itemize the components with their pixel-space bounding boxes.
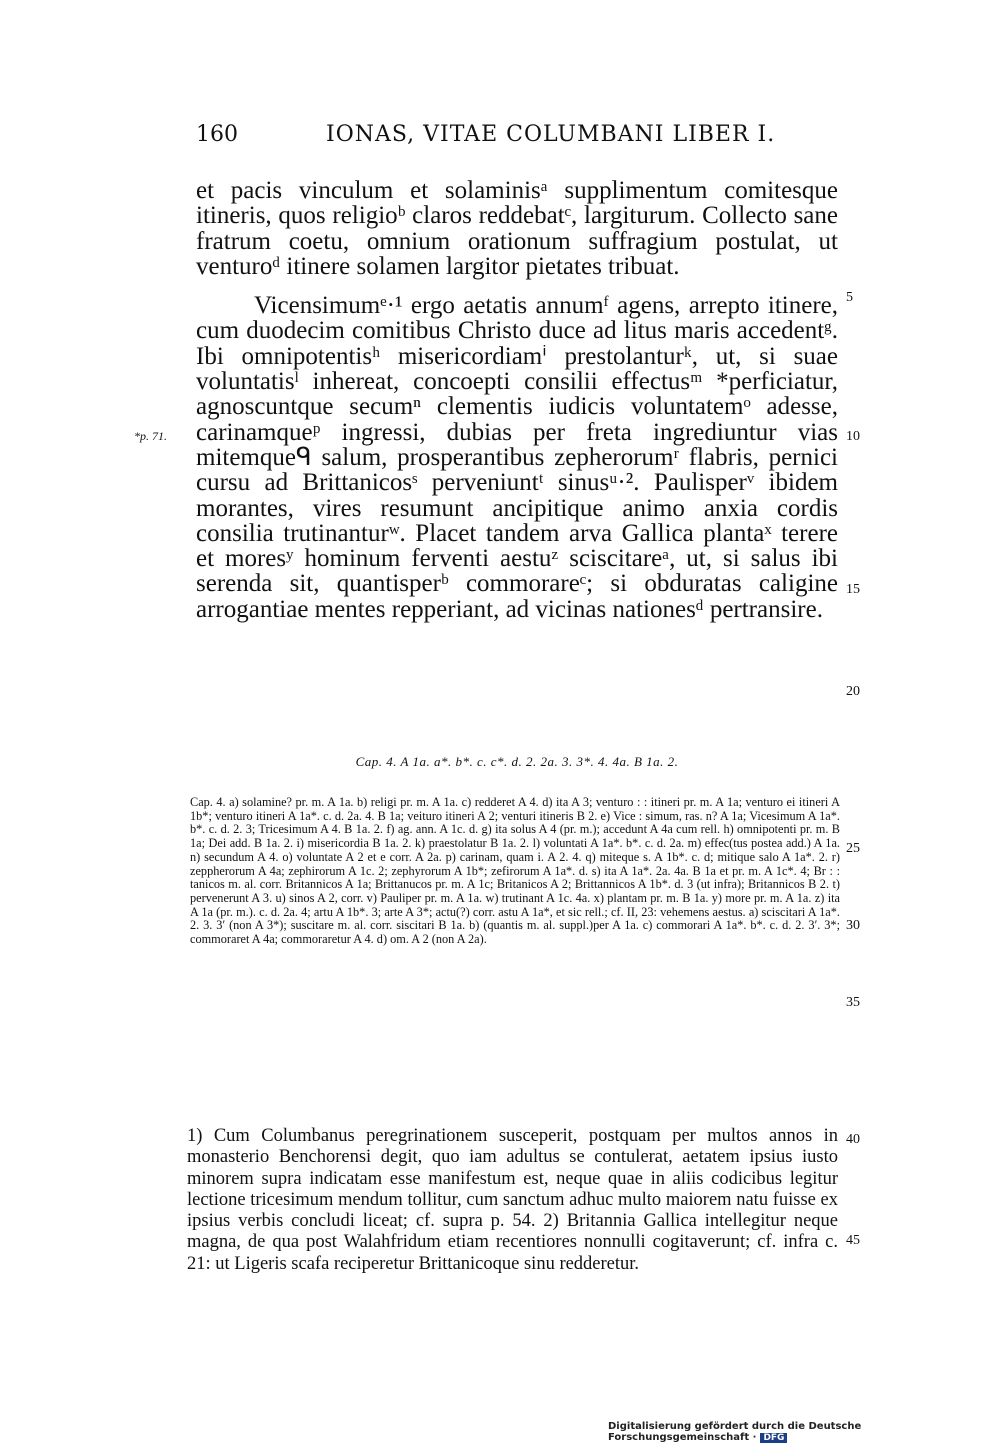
margin-page-reference: *p. 71. [134, 429, 167, 443]
line-number: 25 [846, 841, 860, 856]
line-number: 45 [846, 1233, 860, 1248]
running-title: IONAS, VITAE COLUMBANI LIBER I. [326, 122, 776, 147]
dfg-logo: DFG [760, 1433, 787, 1443]
critical-apparatus: Cap. 4. a) solamine? pr. m. A 1a. b) religi pr. m. A 1a. c) redderet A 4. d) ita A 3; venturo : : itineri pr. m. A 1a; venturo ei itineri A 1b*; venturo itineri A 1a*. c. d. 2a. 4. B 1a; veituro itineri A 2; venturi itineris B 2. e) Vice : simum, ras. n? A 1a; Vicesimum A 1a*. b*. c. d. 2. 3; Tricesimum A 4. B 1a. 2. f) ag. ann. A 1c. d. g) ita solus A 4 (pr. m.); accedunt A 4a cum rell. h) omnipotenti pr. m. B 1a; Dei add. B 1a. 2. i) misericordia B 1a. 2. k) praestolatur B 1a. 2. l) voluntati A 1a*. b*. c. d. 2a. m) effec(tus postea add.) A 1a. n) secundum A 4. o) voluntate A 2 et e corr. A 2a. p) carinam, quam i. A 2. 4. q) miteque s. A 1b*. c. d; mitique salo A 1a*. 2. r) zeppherorum A 4a; zephirorum A 1c. 2; zephyrorum A 1b*; zefirorum A 1a*. d. s) ita A 1a*. 2a. 4a. B 1a et pr. m. A 1c*. 4; Br : : tanicos m. al. corr. Britannicos A 1a; Brittanucos pr. m. A 1c; Britanicos A 2; Brittannicos A 1b*. d. 3 (ut infra); Britannicos B 2. t) pervenerunt A 3. u) sinos A 2, corr. v) Pauliper pr. m. A 1a. w) trutinant A 1c. 4a. x) plantam pr. m. B 1a. y) more pr. m. A 1a. z) ita A 1a (pr. m.). c. d. 2a. 4; artu A 1b*. 3; arte A 3*; actu(?) corr. astu A 1a*, et sic rell.; cf. II, 23: vehemens aestus. a) sciscitari A 1a*. 2. 3. 3′ (non A 3*); suscitare m. al. corr. siscitari B 1a. b) (quantis m. al. suppl.)per A 1a. c) commorari A 1a*. b*. c. d. 2. 3′. 3*; commoraret A 4a; commoraretur A 4. d) om. A 2 (non A 2a). [190, 795, 840, 947]
page-footer [608, 1421, 1000, 1443]
funding-note: Digitalisierung gefördert durch die Deutsche Forschungsgemeinschaft · [608, 1421, 862, 1443]
paragraph-1: et pacis vinculum et solaminisᵃ supplimentum comitesque itineris, quos religioᵇ claros reddebatᶜ, largiturum. Collecto sane fratrum coetu, omnium orationum suffragium postulat, ut venturoᵈ itinere solamen largitor pietates tribuat. [196, 177, 838, 280]
page-number: 160 [196, 122, 238, 147]
line-number: 30 [846, 918, 860, 933]
main-text [196, 178, 838, 622]
line-number: 35 [846, 995, 860, 1010]
line-number: 40 [846, 1132, 860, 1147]
paragraph-2: Vicensimumᵉ·¹ ergo aetatis annumᶠ agens, arrepto itinere, cum duodecim comitibus Christo duce ad litus maris accedentᵍ. Ibi omnipotentisʰ misericordiamⁱ prestolanturᵏ, ut, si suae voluntatisˡ inhereat, concoepti consilii effectusᵐ *perficiatur, agnoscuntque secumⁿ clementis iudicis voluntatemᵒ adesse, carinamqueᵖ ingressi, dubias per freta ingrediuntur vias mitemqueᑫ salum, prosperantibus zepherorumʳ flabris, pernici cursu ad Brittanicosˢ perveniuntᵗ sinusᵘ·². Paulisperᵛ ibidem morantes, vires resumunt ancipitique animo anxia cordis consilia trutinanturʷ. Placet tandem arva Gallica plantaˣ terere et moresʸ hominum ferventi aestuᶻ sciscitareᵃ, ut, si salus ibi serenda sit, quantisperᵇ commorareᶜ; si obduratas caligine arrogantiae mentes repperiant, ad vicinas nationesᵈ pertransire. [196, 292, 838, 623]
page-header [196, 122, 836, 158]
line-number: 15 [846, 582, 860, 597]
line-number: 5 [846, 290, 853, 305]
footnotes: 1) Cum Columbanus peregrinationem susceperit, postquam per multos annos in monasterio Benchorensi degit, quo iam adultus se contulerat, aetatem ipsius iusto minorem supra indicatam esse manifestum est, neque quae in aliis codicibus legitur lectione tricesimum mendum tollitur, cum sanctum adhuc multo maiorem natu fuisse ex ipsius verbis concludi liceat; cf. supra p. 54. 2) Britannia Gallica intellegitur neque magna, de qua post Walahfridum etiam recentiores nonnulli cogitaverunt; cf. infra c. 21: ut Ligeris scafa reciperetur Brittanicoque sinu redderetur. [187, 1126, 838, 1274]
line-number: 20 [846, 684, 860, 699]
line-number: 10 [846, 429, 860, 444]
chapter-sigla: Cap. 4. A 1a. a*. b*. c. c*. d. 2. 2a. 3. 3*. 4. 4a. B 1a. 2. [355, 754, 679, 769]
